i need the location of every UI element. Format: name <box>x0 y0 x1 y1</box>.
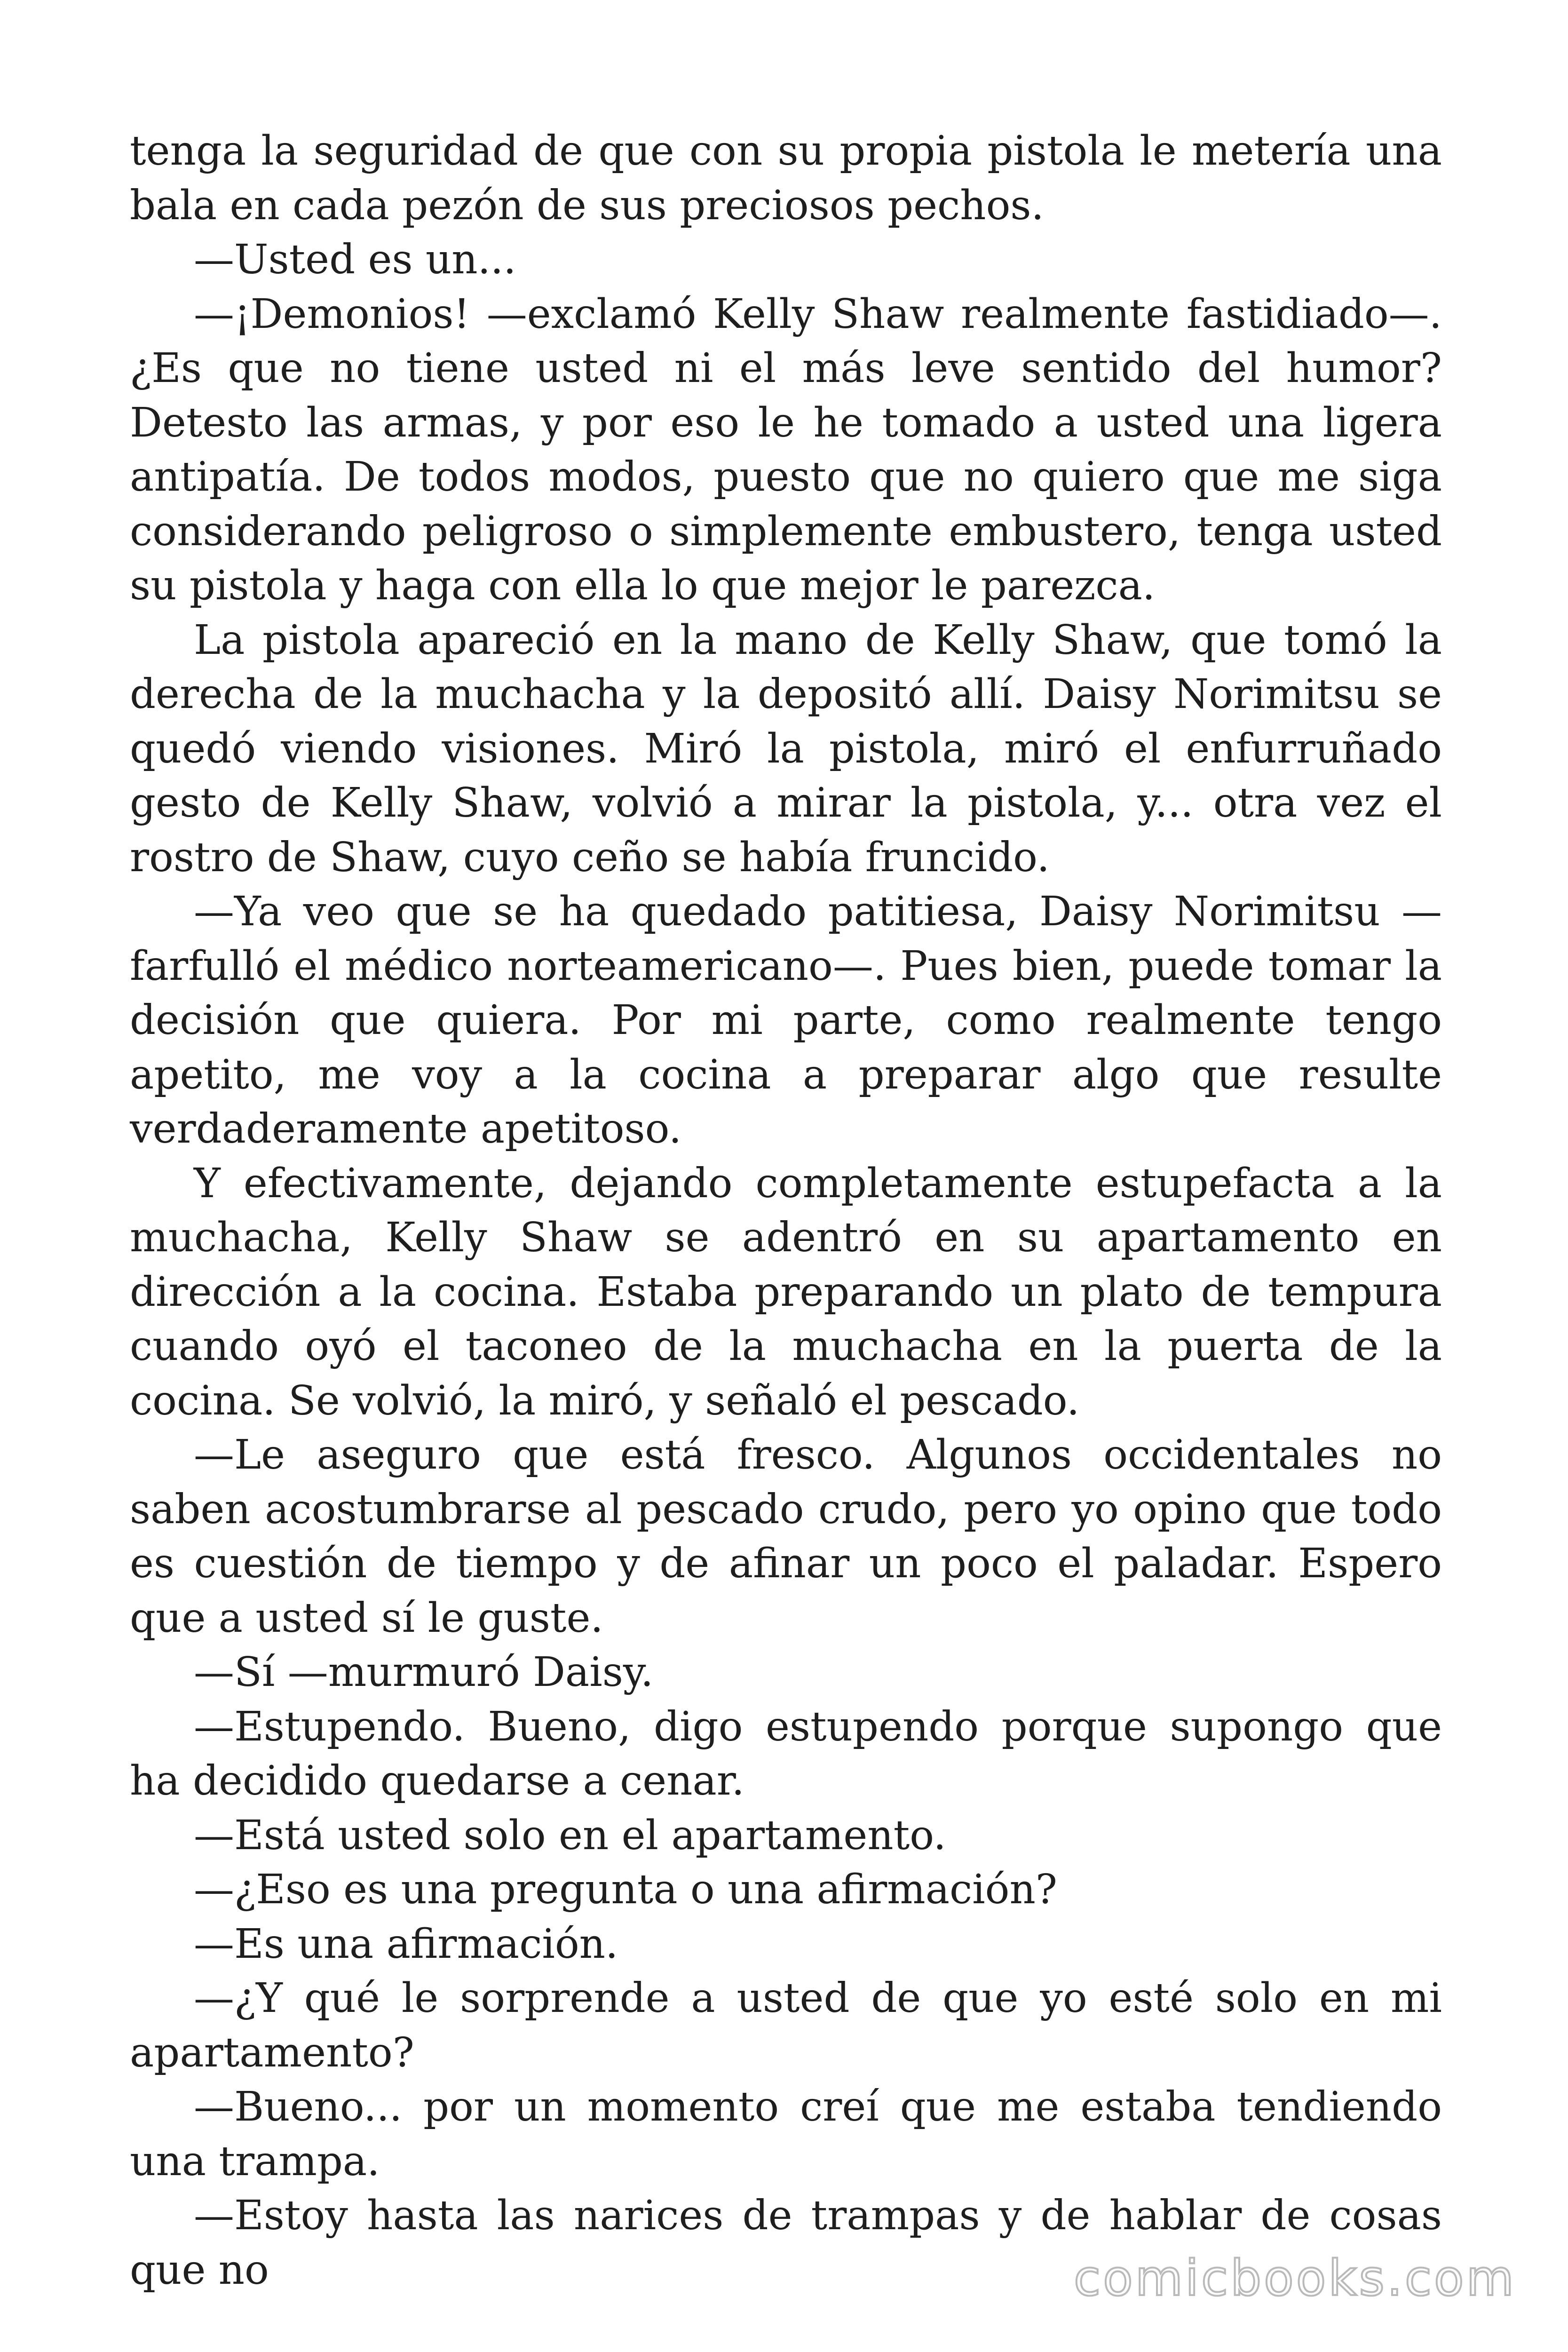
paragraph: —Es una afirmación. <box>194 1920 618 1968</box>
page-text <box>130 124 1442 2297</box>
paragraph: —¿Y qué le sorprende a usted de que yo esté solo en mi apartamento? <box>130 1975 1442 2076</box>
watermark: comicbooks.com <box>1073 2249 1516 2307</box>
paragraph: —Está usted solo en el apartamento. <box>194 1812 946 1859</box>
paragraph: —Ya veo que se ha quedado patitiesa, Daisy Norimitsu —farfulló el médico norteamericano—. Pues bien, puede tomar la decisión que quiera. Por mi parte, como realmente tengo apetito, me voy a la cocina a preparar algo que resulte verdaderamente apetitoso. <box>130 888 1442 1152</box>
paragraph: Y efectivamente, dejando completamente estupefacta a la muchacha, Kelly Shaw se adentró en su apartamento en dirección a la cocina. Estaba preparando un plato de tempura cuando oyó el taconeo de la muchacha en la puerta de la cocina. Se volvió, la miró, y señaló el pescado. <box>130 1160 1442 1424</box>
paragraph: —Bueno... por un momento creí que me estaba tendiendo una trampa. <box>130 2083 1442 2185</box>
paragraph: tenga la seguridad de que con su propia pistola le metería una bala en cada pezón de sus preciosos pechos. <box>130 127 1442 229</box>
paragraph: —¡Demonios! —exclamó Kelly Shaw realmente fastidiado—. ¿Es que no tiene usted ni el más leve sentido del humor? Detesto las armas, y por eso le he tomado a usted una ligera antipatía. De todos modos, puesto que no quiero que me siga considerando peligroso o simplemente embustero, tenga usted su pistola y haga con ella lo que mejor le parezca. <box>130 290 1442 609</box>
paragraph: —Estupendo. Bueno, digo estupendo porque supongo que ha decidido quedarse a cenar. <box>130 1703 1442 1804</box>
paragraph: —¿Eso es una pregunta o una afirmación? <box>194 1866 1057 1913</box>
paragraph: —Estoy hasta las narices de trampas y de hablar de cosas que no <box>130 2192 1442 2294</box>
paragraph: —Usted es un... <box>194 236 516 283</box>
paragraph: —Sí —murmuró Daisy. <box>194 1649 654 1696</box>
paragraph: La pistola apareció en la mano de Kelly Shaw, que tomó la derecha de la muchacha y la depositó allí. Daisy Norimitsu se quedó viendo visiones. Miró la pistola, miró el enfurruñado gesto de Kelly Shaw, volvió a mirar la pistola, y... otra vez el rostro de Shaw, cuyo ceño se había fruncido. <box>130 616 1442 881</box>
paragraph: —Le aseguro que está fresco. Algunos occidentales no saben acostumbrarse al pescado crudo, pero yo opino que todo es cuestión de tiempo y de afinar un poco el paladar. Espero que a usted sí le guste. <box>130 1431 1442 1642</box>
